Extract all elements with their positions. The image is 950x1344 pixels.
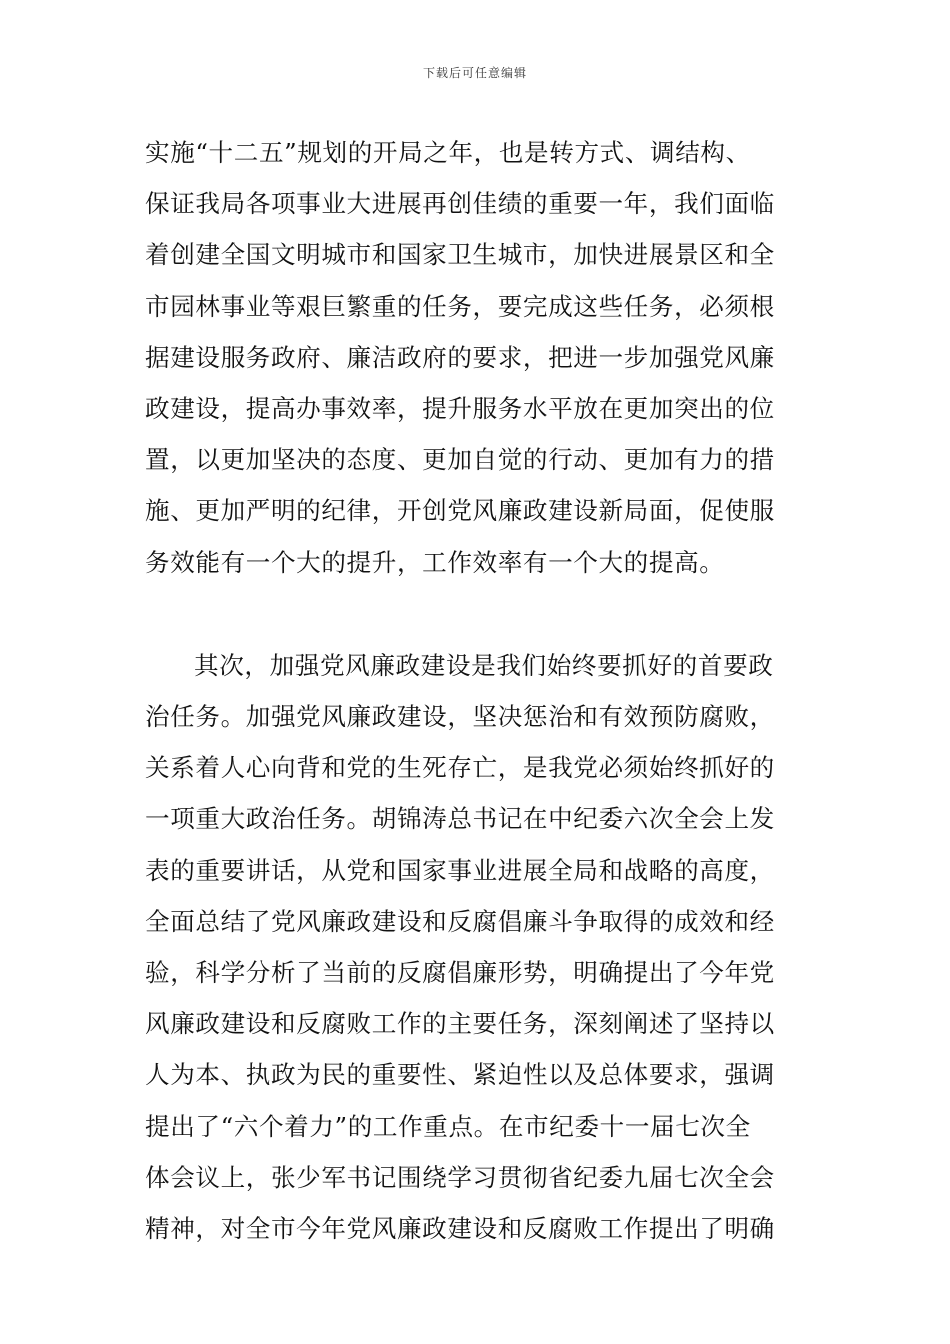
paragraph-2-line: 全面总结了党风廉政建设和反腐倡廉斗争取得的成效和经: [145, 906, 775, 936]
paragraph-1-line: 着创建全国文明城市和国家卫生城市，加快进展景区和全: [145, 240, 775, 270]
paragraph-1-line: 务效能有一个大的提升，工作效率有一个大的提高。: [145, 547, 725, 577]
paragraph-2-line: 治任务。加强党风廉政建设，坚决惩治和有效预防腐败，: [145, 702, 775, 732]
paragraph-1-line: 施、更加严明的纪律，开创党风廉政建设新局面，促使服: [145, 496, 775, 526]
paragraph-2-line: 人为本、执政为民的重要性、紧迫性以及总体要求，强调: [145, 1060, 775, 1090]
paragraph-2-line: 表的重要讲话，从党和国家事业进展全局和战略的高度，: [145, 855, 775, 885]
paragraph-2-line: 其次，加强党风廉政建设是我们始终要抓好的首要政: [194, 650, 774, 680]
paragraph-1-line: 实施“十二五”规划的开局之年，也是转方式、调结构、: [145, 138, 751, 167]
paragraph-1-line: 政建设，提高办事效率，提升服务水平放在更加突出的位: [145, 394, 775, 424]
paragraph-2-line: 验，科学分析了当前的反腐倡廉形势，明确提出了今年党: [145, 958, 775, 988]
paragraph-2-line: 提出了“六个着力”的工作重点。在市纪委十一届七次全: [145, 1111, 751, 1141]
paragraph-1: [145, 127, 810, 588]
paragraph-2-line: 一项重大政治任务。胡锦涛总书记在中纪委六次全会上发: [145, 804, 775, 834]
paragraph-2-line: 精神，对全市今年党风廉政建设和反腐败工作提出了明确: [145, 1214, 775, 1244]
header-note: 下载后可任意编辑: [422, 66, 527, 80]
paragraph-1-line: 据建设服务政府、廉洁政府的要求，把进一步加强党风廉: [145, 342, 775, 372]
paragraph-1-line: 置，以更加坚决的态度、更加自觉的行动、更加有力的措: [145, 445, 775, 475]
paragraph-2-line: 关系着人心向背和党的生死存亡，是我党必须始终抓好的: [145, 753, 775, 783]
paragraph-2-line: 风廉政建设和反腐败工作的主要任务，深刻阐述了坚持以: [145, 1009, 775, 1039]
paragraph-gap: [145, 588, 810, 640]
paragraph-2: [145, 640, 810, 1254]
paragraph-1-line: 市园林事业等艰巨繁重的任务，要完成这些任务，必须根: [145, 291, 775, 321]
paragraph-2-line: 体会议上，张少军书记围绕学习贯彻省纪委九届七次全会: [145, 1162, 775, 1192]
paragraph-1-line: 保证我局各项事业大进展再创佳绩的重要一年，我们面临: [145, 189, 775, 219]
body-text: [145, 127, 810, 1254]
